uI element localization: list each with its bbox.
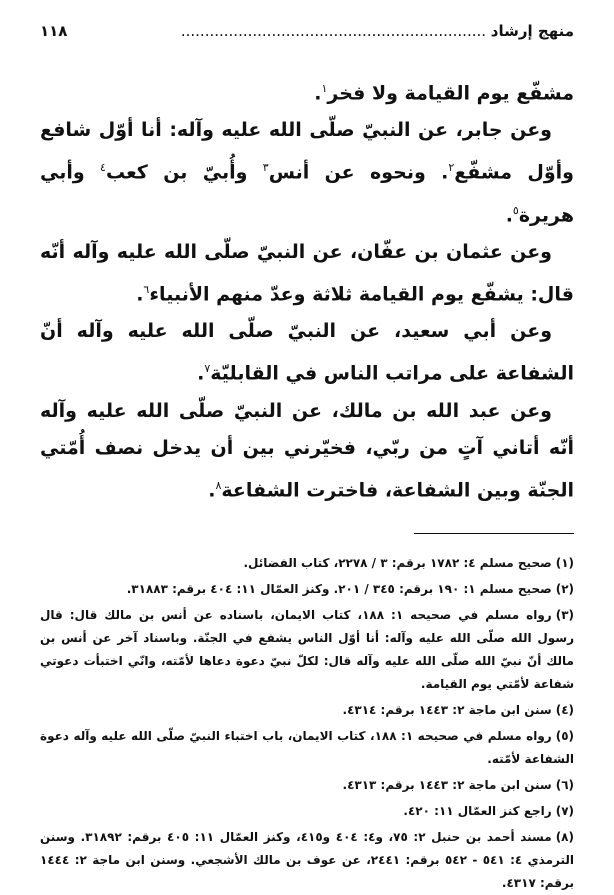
- footnote-ref: ٧: [204, 362, 211, 376]
- footnote-item: [40, 699, 574, 722]
- footnote-item: [40, 578, 574, 601]
- footnote-number: (٨): [555, 829, 574, 844]
- footnote-number: (١): [555, 555, 574, 570]
- main-text: [40, 70, 574, 509]
- footnote-text: صحيح مسلم ٤: ١٧٨٢ برقم: ٣ / ٢٢٧٨، كتاب الفضائل.: [243, 555, 552, 570]
- footnotes: [40, 552, 574, 895]
- footnote-number: (٦): [555, 777, 574, 792]
- footnote-item: [40, 774, 574, 797]
- footnote-ref: ١: [321, 82, 328, 95]
- footnote-ref: ٤: [100, 161, 106, 175]
- paragraph-3: وعن عثمان بن عفّان، عن النبيّ صلّى الله عليه وآله أنّه قال: يشفّع يوم القيامة ثلاثة وعدّ منهم الأنبياء$^٦$.: [40, 240, 574, 306]
- paragraph-2c-text: وأُبيّ بن كعب: [105, 161, 263, 184]
- paragraph-2b-text: . ونحوه عن أنس: [268, 161, 449, 184]
- footnote-item: [40, 800, 574, 823]
- paragraph-1-text: مشفّع يوم القيامة ولا فخر: [327, 82, 574, 105]
- footnote-ref: ٢: [448, 161, 455, 175]
- footnote-number: (٤): [555, 702, 574, 717]
- footnote-number: (٢): [555, 581, 574, 596]
- paragraph-4: وعن أبي سعيد، عن النبيّ صلّى الله عليه وآله أنّ الشفاعة على مراتب الناس في القابليّة$^٧$.: [40, 320, 574, 385]
- paragraph-2-text: وعن جابر، عن النبيّ صلّى الله عليه وآله: أنا أوّل شافع وأوّل مشفّع: [40, 119, 574, 184]
- footnote-item: [40, 552, 574, 575]
- paragraph-5-text: وعن عبد الله بن مالك، عن النبيّ صلّى الله عليه وآله أنّه أتاني آتٍ من ربّي، فخيّرني بين أن يدخل نصف أُمّتي الجنّة وبين الشفاعة، فاخترت الشفاعة: [40, 399, 574, 501]
- footnote-ref: ٣: [262, 161, 269, 175]
- footnote-ref: ٦: [143, 282, 150, 296]
- paragraph-3-text: وعن عثمان بن عفّان، عن النبيّ صلّى الله عليه وآله أنّه قال: يشفّع يوم القيامة ثلاثة وعدّ منهم الأنبياء: [40, 240, 574, 306]
- footnote-ref: ٨: [215, 478, 222, 492]
- paragraph-4-text: وعن أبي سعيد، عن النبيّ صلّى الله عليه وآله أنّ الشفاعة على مراتب الناس في القابليّة: [40, 320, 574, 385]
- footnote-item: [40, 826, 574, 895]
- page-number: ١١٨: [40, 22, 68, 40]
- paragraph-1: مشفّع يوم القيامة ولا فخر$^١$.: [314, 82, 574, 105]
- footnote-number: (٣): [555, 607, 575, 622]
- footnote-number: (٧): [555, 803, 574, 818]
- footnote-ref: ٥: [512, 203, 519, 217]
- paragraph-5: وعن عبد الله بن مالك، عن النبيّ صلّى الله عليه وآله أنّه أتاني آتٍ من ربّي، فخيّرني بين أن يدخل نصف أُمّتي الجنّة وبين الشفاعة، فاخترت الشفاعة$^٨$.: [40, 399, 574, 501]
- footnote-text: مسند أحمد بن حنبل ٢: ٧٥، و٤: ٤٠٤ و٤١٥، وكنز العمّال ١١: ٤٠٥ برقم: ٣١٨٩٢. وسنن الترمذي ٤: ٥٤١ - ٥٤٢ برقم: ٢٤٤١، عن عوف بن مالك الأشجعي. وسنن ابن ماجة ٢: ١٤٤٤ برقم: ٤٣١٧.: [40, 829, 574, 890]
- footnote-number: (٥): [555, 728, 575, 743]
- footnote-text: راجع كنز العمّال ١١: ٤٢٠.: [403, 803, 552, 818]
- running-title: منهج إرشاد .....: [181, 22, 574, 40]
- footnote-item: [40, 725, 574, 771]
- footnote-text: سنن ابن ماجة ٢: ١٤٤٣ برقم: ٤٣١٣.: [342, 777, 552, 792]
- page-header: [40, 22, 574, 50]
- paragraph-2d-text: وأبي هريرة: [40, 161, 574, 226]
- footnote-item: [40, 604, 574, 696]
- footnote-text: سنن ابن ماجة ٢: ١٤٤٣ برقم: ٤٣١٤.: [342, 702, 552, 717]
- footnote-text: رواه مسلم في صحيحه ١: ١٨٨، كتاب الايمان، باسناده عن أنس بن مالك قال: قال رسول الله صلّى الله عليه وآله: أنا أوّل الناس يشفع في الجنّة. وباسناد آخر عن أنس بن مالك أنّ نبيّ الله صلّى الله عليه وآله قال: لكلّ نبيّ دعوة دعاها لأمّته، وانّي اختبأت دعوتي شفاعة لأمّتي يوم القيامة.: [40, 607, 574, 691]
- footnote-text: رواه مسلم في صحيحه ١: ١٨٨، كتاب الايمان، باب اختباء النبيّ صلّى الله عليه وآله دعوة الشفاعة لأمّته.: [40, 728, 574, 766]
- paragraph-2: وعن جابر، عن النبيّ صلّى الله عليه وآله: أنا أوّل شافع وأوّل مشفّع$^٢$. ونحوه عن أنس$^٣$ وأُبيّ بن كعب$^٤$ وأبي هريرة$^٥$.: [40, 119, 574, 226]
- footnote-text: صحيح مسلم ١: ١٩٠ برقم: ٣٤٥ / ٢٠١. وكنز العمّال ١١: ٤٠٤ برقم: ٣١٨٨٣.: [126, 581, 552, 596]
- footnote-divider: [414, 533, 574, 534]
